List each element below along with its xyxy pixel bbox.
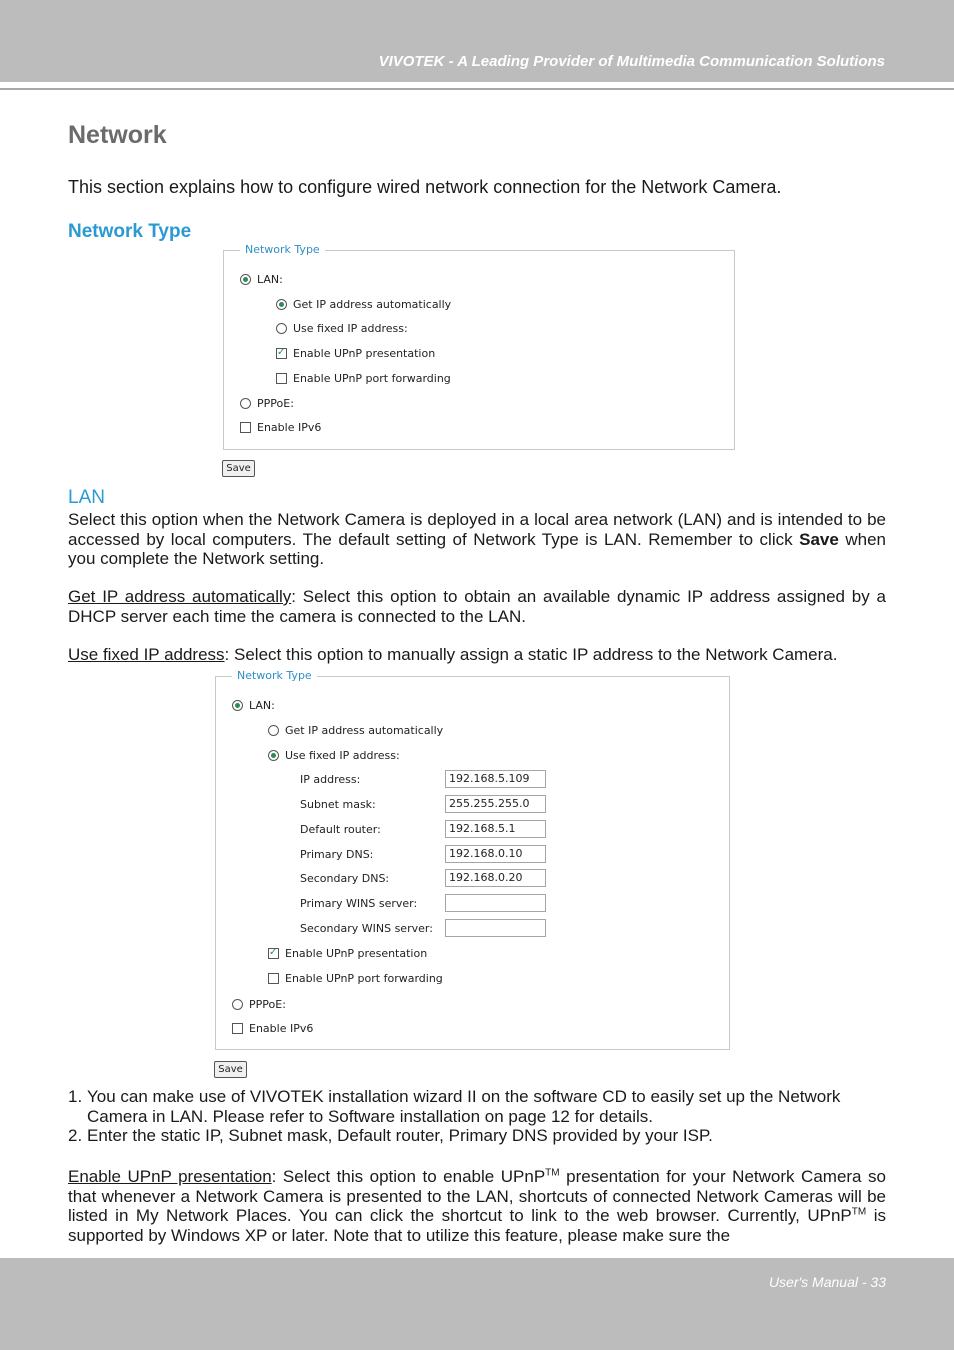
ip-address-input[interactable]: 192.168.5.109 [445, 770, 546, 788]
trademark-mark: TM [545, 1167, 560, 1179]
upnp-presentation-option[interactable] [268, 947, 427, 961]
get-ip-radio[interactable] [276, 299, 287, 310]
upnp-port-label: Enable UPnP port forwarding [285, 972, 443, 985]
secondary-wins-input[interactable] [445, 919, 546, 937]
section-title: Network [68, 121, 167, 149]
network-type-panel-1 [223, 243, 735, 450]
secondary-dns-label: Secondary DNS: [300, 872, 390, 885]
network-type-panel-2 [215, 669, 730, 1050]
pppoe-radio[interactable] [240, 398, 251, 409]
ip-address-label: IP address: [300, 773, 361, 786]
upnp-presentation-option[interactable] [276, 347, 435, 361]
panel-legend: Network Type [240, 243, 325, 256]
page-number: User's Manual - 33 [768, 1274, 886, 1290]
ipv6-checkbox[interactable] [240, 422, 251, 433]
use-fixed-ip-label: Use fixed IP address: [293, 322, 408, 335]
save-button[interactable]: Save [222, 460, 255, 477]
trademark-mark: TM [851, 1206, 867, 1218]
upnp-port-option[interactable] [276, 372, 451, 386]
note-number: 2. [68, 1126, 83, 1145]
use-fixed-ip-option[interactable] [268, 749, 400, 763]
upnp-presentation-checkbox[interactable] [268, 948, 279, 959]
upnp-presentation-label: Enable UPnP presentation [285, 947, 428, 960]
lan-radio[interactable] [240, 274, 251, 285]
lan-description [68, 510, 886, 569]
use-fixed-ip-radio[interactable] [276, 323, 287, 334]
get-ip-option[interactable] [268, 724, 443, 738]
lan-description-tail: when you complete the Network setting. [68, 529, 886, 568]
ipv6-label: Enable IPv6 [257, 421, 322, 434]
get-ip-label: Get IP address automatically [293, 298, 452, 311]
lan-label: LAN: [249, 699, 275, 712]
default-router-label: Default router: [300, 823, 381, 836]
lan-radio[interactable] [232, 700, 243, 711]
note-text: You can make use of VIVOTEK installation wizard II on the software CD to easily set up the Network Camera in LAN. Please refer to Software installation on page 12 for details. [87, 1087, 841, 1126]
get-ip-radio[interactable] [268, 725, 279, 736]
ipv6-option[interactable] [240, 421, 321, 435]
ipv6-checkbox[interactable] [232, 1023, 243, 1034]
pppoe-label: PPPoE: [257, 397, 294, 410]
primary-dns-label: Primary DNS: [300, 848, 374, 861]
save-keyword: Save [799, 529, 839, 549]
fixed-ip-term: Use fixed IP address [68, 645, 225, 664]
secondary-wins-label: Secondary WINS server: [300, 922, 433, 935]
upnp-text-2: presentation for your Network Camera so that whenever a Network Camera is presented to the LAN, shortcuts of connected Network Cameras will be listed in My Network Places. You can click the shortcut to link to the web browser. Currently, UPnP [68, 1167, 886, 1225]
subnet-mask-input[interactable]: 255.255.255.0 [445, 795, 546, 813]
pppoe-option[interactable] [240, 397, 294, 411]
lan-description-text: Select this option when the Network Camera is deployed in a local area network (LAN) and is intended to be accessed by local computers. The default setting of Network Type is LAN. Remember to click [68, 510, 886, 549]
get-ip-text: : Select this option to obtain an available dynamic IP address assigned by a DHCP server each time the camera is connected to the LAN. [68, 587, 886, 626]
note-item [68, 1126, 886, 1146]
get-ip-description [68, 587, 886, 626]
note-text: Enter the static IP, Subnet mask, Default router, Primary DNS provided by your ISP. [87, 1126, 713, 1145]
ipv6-label: Enable IPv6 [249, 1022, 314, 1035]
upnp-port-checkbox[interactable] [268, 973, 279, 984]
header-title: VIVOTEK - A Leading Provider of Multimedia Communication Solutions [378, 53, 885, 70]
page-footer-band [0, 1258, 954, 1350]
upnp-presentation-checkbox[interactable] [276, 348, 287, 359]
lan-option[interactable] [232, 699, 275, 713]
use-fixed-ip-option[interactable] [276, 322, 408, 336]
primary-wins-label: Primary WINS server: [300, 897, 418, 910]
lan-heading: LAN [68, 487, 105, 508]
upnp-presentation-label: Enable UPnP presentation [293, 347, 436, 360]
lan-label: LAN: [257, 273, 283, 286]
panel-legend: Network Type [232, 669, 317, 682]
upnp-text-3: is supported by Windows XP or later. Note that to utilize this feature, please make sure the [68, 1206, 887, 1245]
upnp-text-1: : Select this option to enable UPnP [271, 1167, 546, 1186]
fixed-ip-description [68, 645, 886, 665]
use-fixed-ip-radio[interactable] [268, 750, 279, 761]
subnet-mask-label: Subnet mask: [300, 798, 376, 811]
header-divider [0, 88, 954, 90]
get-ip-option[interactable] [276, 298, 451, 312]
upnp-port-checkbox[interactable] [276, 373, 287, 384]
get-ip-term: Get IP address automatically [68, 587, 292, 606]
use-fixed-ip-label: Use fixed IP address: [285, 749, 400, 762]
ipv6-option[interactable] [232, 1022, 313, 1036]
upnp-port-option[interactable] [268, 972, 443, 986]
network-type-heading: Network Type [68, 221, 192, 242]
pppoe-radio[interactable] [232, 999, 243, 1010]
upnp-term: Enable UPnP presentation [68, 1167, 272, 1186]
primary-wins-input[interactable] [445, 894, 546, 912]
secondary-dns-input[interactable]: 192.168.0.20 [445, 869, 546, 887]
note-number: 1. [68, 1087, 83, 1106]
page-header-band [0, 0, 954, 82]
primary-dns-input[interactable]: 192.168.0.10 [445, 845, 546, 863]
note-item [68, 1087, 886, 1127]
pppoe-option[interactable] [232, 998, 286, 1012]
fixed-ip-text: : Select this option to manually assign a static IP address to the Network Camera. [224, 645, 838, 664]
section-intro: This section explains how to configure wired network connection for the Network Camera. [68, 177, 782, 197]
save-button[interactable]: Save [214, 1061, 247, 1078]
get-ip-label: Get IP address automatically [285, 724, 444, 737]
default-router-input[interactable]: 192.168.5.1 [445, 820, 546, 838]
lan-option[interactable] [240, 273, 283, 287]
pppoe-label: PPPoE: [249, 998, 286, 1011]
upnp-port-label: Enable UPnP port forwarding [293, 372, 451, 385]
upnp-description [68, 1167, 886, 1245]
